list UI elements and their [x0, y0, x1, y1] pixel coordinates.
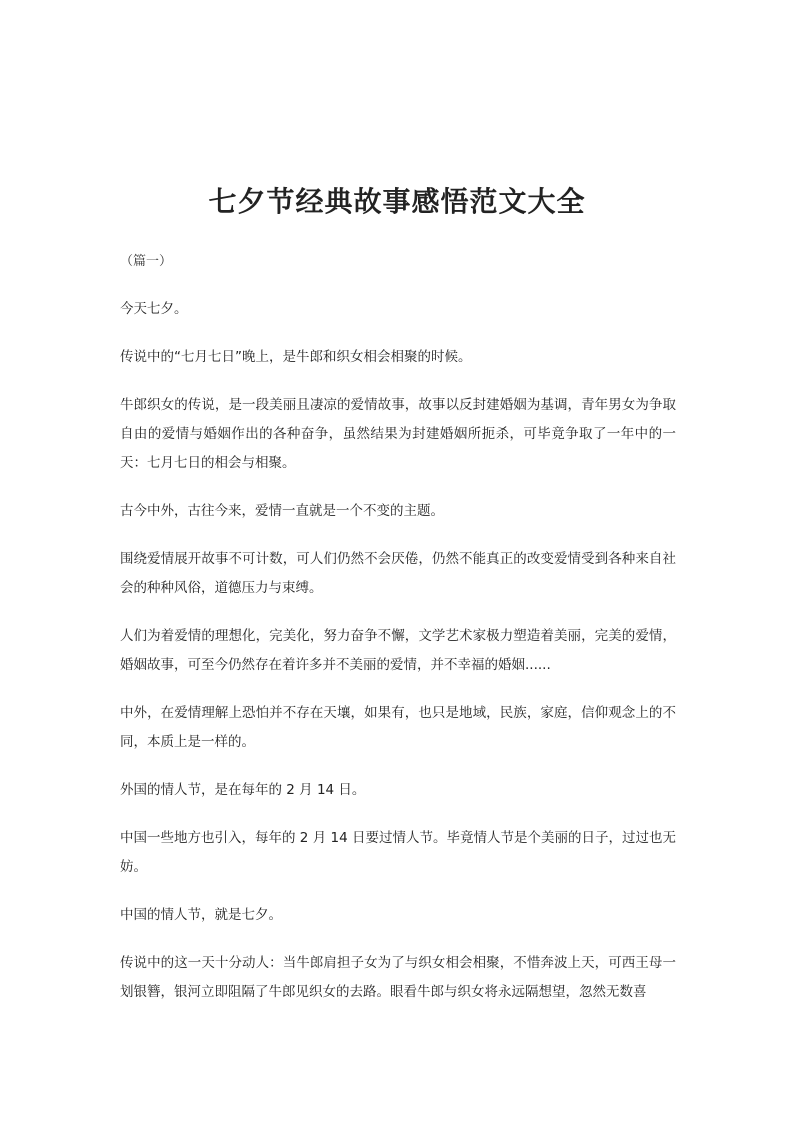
paragraph: 中外，在爱情理解上恐怕并不存在天壤，如果有，也只是地域，民族，家庭，信仰观念上的不同，本质上是一样的。: [120, 705, 676, 750]
paragraph: 围绕爱情展开故事不可计数，可人们仍然不会厌倦，仍然不能真正的改变爱情受到各种来自社会的种种风俗，道德压力与束缚。: [120, 551, 676, 596]
paragraph: 古今中外，古往今来，爱情一直就是一个不变的主题。: [120, 503, 444, 519]
document-body: [120, 248, 676, 1026]
document-title: 七夕节经典故事感悟范文大全: [208, 185, 586, 218]
paragraph: 传说中的这一天十分动人：当牛郎肩担子女为了与织女相会相聚，不惜奔波上天，可西王母一划银簪，银河立即阻隔了牛郎见织女的去路。眼看牛郎与织女将永远隔想望，忽然无数喜: [120, 955, 676, 1000]
paragraph: 牛郎织女的传说，是一段美丽且凄凉的爱情故事，故事以反封建婚姻为基调，青年男女为争取自由的爱情与婚姻作出的各种奋争，虽然结果为封建婚姻所扼杀，可毕竟争取了一年中的一天：七月七日的相会与相聚。: [120, 397, 676, 471]
paragraph: 中国的情人节，就是七夕。: [120, 907, 282, 923]
section-label: （篇一）: [120, 254, 173, 269]
paragraph: 外国的情人节，是在每年的 2 月 14 日。: [120, 782, 366, 798]
paragraph: 今天七夕。: [120, 301, 188, 317]
paragraph: 人们为着爱情的理想化，完美化，努力奋争不懈，文学艺术家极力塑造着美丽，完美的爱情，婚姻故事，可至今仍然存在着许多并不美丽的爱情，并不幸福的婚姻......: [120, 628, 676, 673]
paragraph: 传说中的“七月七日”晚上，是牛郎和织女相会相聚的时候。: [120, 349, 472, 365]
paragraph: 中国一些地方也引入，每年的 2 月 14 日要过情人节。毕竟情人节是个美丽的日子，过过也无妨。: [120, 830, 676, 875]
